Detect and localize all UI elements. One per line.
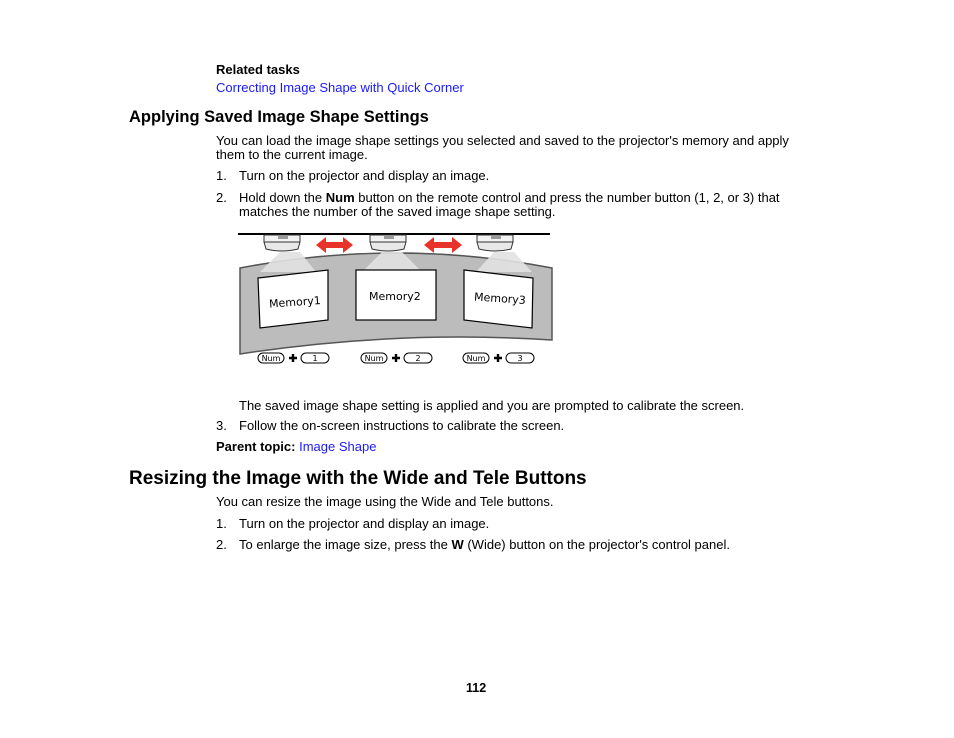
memory2-label: Memory2 [369, 290, 421, 303]
num-key-label: Num [261, 354, 281, 363]
projector-icon [264, 235, 300, 251]
number-key-label: 1 [312, 354, 318, 363]
related-tasks-heading: Related tasks [216, 62, 300, 77]
parent-topic-label: Parent topic: [216, 439, 296, 454]
intro-line-1: You can load the image shape settings you selected and saved to the projector's memory and apply [216, 133, 789, 148]
quick-corner-link[interactable]: Correcting Image Shape with Quick Corner [216, 80, 464, 95]
plus-icon [494, 354, 502, 362]
number-key-label: 2 [415, 354, 421, 363]
step-3-text: Follow the on-screen instructions to calibrate the screen. [239, 418, 565, 433]
num-key-label: Num [364, 354, 384, 363]
memory3-label: Memory3 [473, 290, 527, 307]
parent-topic [216, 439, 376, 454]
num-plus-2-keys [361, 353, 432, 363]
num-plus-1-keys [258, 353, 329, 363]
double-arrow-icon [316, 237, 353, 253]
memory-shape-diagram [236, 230, 556, 375]
step-2-text: Hold down the Num button on the remote control and press the number button (1, 2, or 3) that [239, 190, 780, 205]
page-number: 112 [466, 681, 487, 695]
image-shape-link[interactable]: Image Shape [299, 439, 377, 454]
section-title-saved-shape: Applying Saved Image Shape Settings [129, 108, 429, 126]
section-title-resizing: Resizing the Image with the Wide and Tele Buttons [129, 468, 587, 489]
resize-step-1-text: Turn on the projector and display an image. [239, 516, 490, 531]
number-key-label: 3 [517, 354, 523, 363]
step-number: 1. [216, 516, 227, 531]
step-number: 1. [216, 168, 227, 183]
num-plus-3-keys [463, 353, 534, 363]
double-arrow-icon [424, 237, 462, 253]
step-number: 2. [216, 190, 227, 205]
step-1-text: Turn on the projector and display an image. [239, 168, 490, 183]
step-number: 3. [216, 418, 227, 433]
projector-icon [477, 235, 513, 251]
projector-icon [370, 235, 406, 251]
plus-icon [392, 354, 400, 362]
num-key-label: Num [466, 354, 486, 363]
step-number: 2. [216, 537, 227, 552]
resize-intro: You can resize the image using the Wide and Tele buttons. [216, 494, 554, 509]
plus-icon [289, 354, 297, 362]
result-text: The saved image shape setting is applied and you are prompted to calibrate the screen. [239, 398, 745, 413]
memory1-label: Memory1 [268, 294, 322, 311]
intro-line-2: them to the current image. [216, 147, 368, 162]
resize-step-2-text: To enlarge the image size, press the W (Wide) button on the projector's control panel. [239, 537, 730, 552]
step-2-text-line-2: matches the number of the saved image shape setting. [239, 204, 556, 219]
